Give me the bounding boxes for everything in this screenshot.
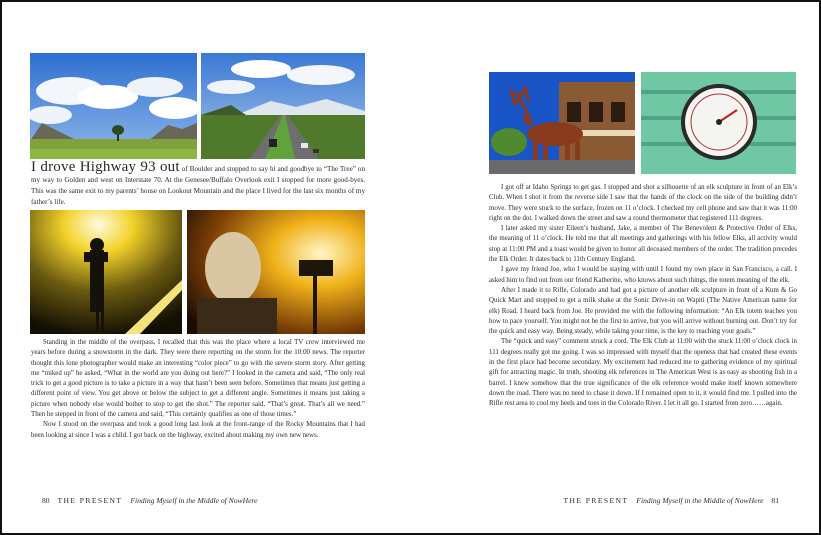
right-paragraph-3: I gave my friend Joe, who I would be staying with until I found my own place in San Francisco, a call. I asked him to find out from our friend Katherine, who knows about such things, the totem meaning of the elk.: [489, 266, 797, 284]
elk-sculpture-photo: [489, 72, 635, 174]
highway-mountains-photo: [201, 53, 365, 159]
page-number-right: 81: [771, 496, 779, 505]
thermometer-photo: [641, 72, 796, 174]
left-footer: [42, 496, 258, 505]
right-paragraph-5: The “quick and easy” comment struck a cord. The Elk Club at 11:00 with the stuck 11:00 o’clock clock in 111 degrees really got me going. I was so impressed with myself that the openess that had created these events in the first place had become secondary. My excitement had reduced me to gathering evidence of my spiritual gift for attracting magic. In truth, shooting elk references in The American West is as easy as shooting fish in a barrel. I knew somehow that the true significance of the elk reference would make itself known somewhere down the road. There was no need to chase it down. If I remained open to it, it would find me. I pulled into the Rifle rest area to cool my heels and toes in the Colorado River. I let it all go. I started from zero……again.: [489, 338, 797, 408]
cameraman-night-photo: [30, 210, 182, 334]
left-column: [31, 338, 365, 441]
reporter-night-photo: [187, 210, 365, 334]
tree-meadow-photo: [30, 53, 197, 159]
right-paragraph-4: After I made it to Rifle, Colorado and had got a picture of another elk sculpture in front of a Kum & Go Quick Mart and stopped to get a milk shake at the Sonic Drive-in on Wapiti (The Native American name for elk) Road. I heard back from Joe. He provided me with the following information: “An Elk totem teaches you how to pace yourself. You might not be the first to arrive, but you will arrive without burning out. Don’t try for the quick and easy way. Being steady, while taking your time, is the key to reaching your goals.”: [489, 286, 797, 336]
section-title-left: THE PRESENT: [57, 496, 123, 505]
page-number-left: 80: [42, 496, 50, 505]
left-paragraph-2: Now I stood on the overpass and took a good long last look at the front-range of the Rocky Mountains that I had been looking at since I was a child. I got back on the highway, excited about making my own new news.: [31, 421, 365, 439]
right-paragraph-1: I got off at Idaho Springs to get gas. I stopped and shot a silhouette of an elk sculpture in front of an Elk’s Club. When I shot it from the reverse side I saw that the hands of the clock on the side of the building didn’t move. They were stuck to the surface, frozen on 11 o’clock. I checked my cell phone and saw that it was 11:00 right on the dot. I walked down the street and saw a round thermometer that registered 111 degrees.: [489, 184, 797, 222]
right-footer: [564, 496, 780, 505]
lead-paragraph: [31, 159, 365, 208]
lead-text: of Boulder and stopped to say hi and goodbye to “The Tree” on my way to Golden and west on Interstate 70. At the Genesee/Buffalo Overlook exit I stopped for more good-byes. This was the same exit to my parents’ house on Lookout Mountain and the place I lived for the last six months of my father’s life.: [31, 165, 365, 206]
book-subtitle-right: Finding Myself in the Middle of NowHere: [636, 496, 764, 505]
right-column: [489, 183, 797, 410]
left-paragraph-1: Standing in the middle of the overpass, I recalled that this was the place where a local TV crew interviewed me years before during a snowstorm in the dark. They were there reporting on the storm for the 10:00 news. The reporter thought this lone photographer would make an interesting “color piece” to go with the severe storm story. After getting me “miked up” he asked, “What in the world are you doing out here?” I looked in the camera and said, “The only real trick to get a good picture is to take a picture in a way that hasn’t been seen before. Sometimes that means just getting a different point of view. You get above or below the subject to get a different angle. Sometimes it means just taking a picture when nobody else would bother to stop to get the shot.” The reporter said, “That’s great. That’s all we need.” Then he stepped in front of the camera and said, “This certainly qualifies as one of those times.”: [31, 339, 365, 419]
right-paragraph-2: I later asked my sister Eileen’s husband, Jake, a member of The Benevolent & Protective Order of Elks, the meaning of 11 o’clock. He told me that all meetings and gatherings with his fellow Elks, all activity would stop at 11:00 PM and a toast would be given to honor all deceased members of the order. The tradition precedes the Elk Order. It dates back to 11th Century England.: [489, 225, 797, 264]
section-title-right: THE PRESENT: [563, 496, 629, 505]
lead-in: I drove Highway 93 out: [31, 159, 180, 175]
book-subtitle-left: Finding Myself in the Middle of NowHere: [130, 496, 258, 505]
